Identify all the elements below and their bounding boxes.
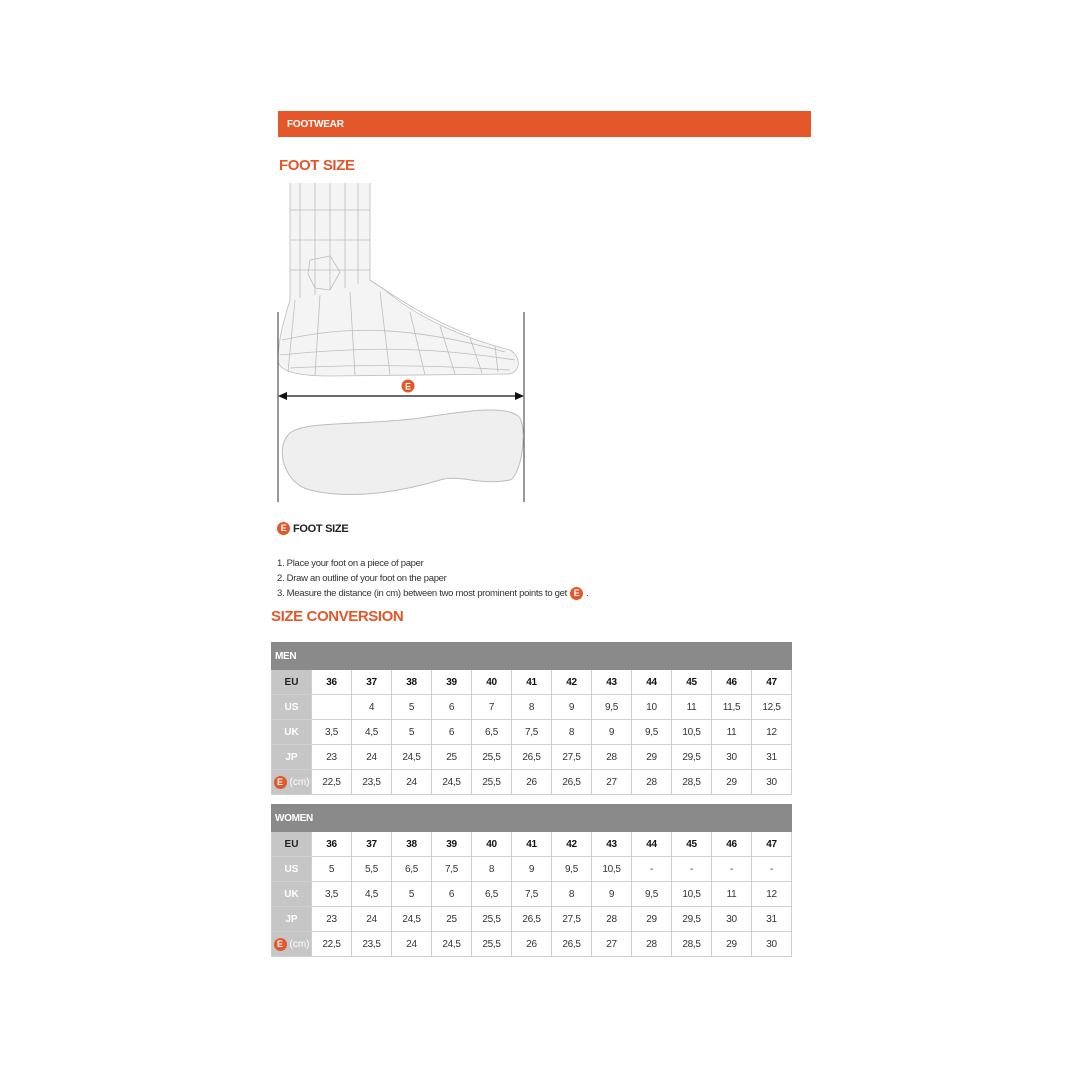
- size-cell: 26: [512, 932, 552, 957]
- size-cell: 27: [592, 932, 632, 957]
- size-cell: 38: [392, 832, 432, 857]
- size-cell: 47: [752, 832, 792, 857]
- size-cell: 25: [432, 745, 472, 770]
- men-table-body: [272, 670, 792, 795]
- size-cell: 22,5: [312, 932, 352, 957]
- size-row-us: [272, 857, 792, 882]
- size-cell: 29,5: [672, 907, 712, 932]
- size-cell: 23: [312, 907, 352, 932]
- size-cell: 29: [712, 932, 752, 957]
- size-cell: 3,5: [312, 720, 352, 745]
- size-row-us: [272, 695, 792, 720]
- size-row-uk: [272, 720, 792, 745]
- row-label: EU: [272, 832, 312, 857]
- size-cell: 27,5: [552, 745, 592, 770]
- size-cell: 25,5: [472, 907, 512, 932]
- size-cell: 39: [432, 670, 472, 695]
- measurement-instructions: [277, 556, 588, 601]
- size-cell: 24: [352, 907, 392, 932]
- size-cell: 42: [552, 670, 592, 695]
- size-cell: 9: [592, 882, 632, 907]
- size-cell: 8: [552, 720, 592, 745]
- size-cell: 40: [472, 670, 512, 695]
- size-cell: 27: [592, 770, 632, 795]
- size-cell: 5: [392, 695, 432, 720]
- instruction-step-1: 1. Place your foot on a piece of paper: [277, 558, 424, 569]
- size-cell: 42: [552, 832, 592, 857]
- size-cell: 28,5: [672, 770, 712, 795]
- size-cell: 9,5: [632, 720, 672, 745]
- size-cell: 36: [312, 670, 352, 695]
- size-cell: 36: [312, 832, 352, 857]
- size-row-eu: [272, 832, 792, 857]
- women-size-table: [271, 804, 792, 957]
- size-cell: 11: [712, 882, 752, 907]
- size-cell: 28,5: [672, 932, 712, 957]
- row-label: UK: [272, 720, 312, 745]
- size-cell: 9: [552, 695, 592, 720]
- size-cell: 25: [432, 907, 472, 932]
- size-cell: 7,5: [432, 857, 472, 882]
- size-cell: 31: [752, 745, 792, 770]
- foot-size-title: FOOT SIZE: [279, 157, 355, 174]
- size-cell: 6,5: [392, 857, 432, 882]
- size-cell: 8: [552, 882, 592, 907]
- size-cell: 10,5: [672, 720, 712, 745]
- banner-title: FOOTWEAR: [287, 118, 344, 130]
- foot-size-label-text: FOOT SIZE: [293, 522, 349, 535]
- size-cell: 12: [752, 882, 792, 907]
- row-label: E (cm): [272, 770, 312, 795]
- size-cell: 24,5: [432, 770, 472, 795]
- footprint-outline: [282, 410, 523, 495]
- size-cell: 29: [632, 907, 672, 932]
- e-marker-icon: E: [570, 587, 583, 600]
- size-cell: 29,5: [672, 745, 712, 770]
- size-cell: 11: [672, 695, 712, 720]
- size-cell: 12: [752, 720, 792, 745]
- size-cell: 44: [632, 832, 672, 857]
- size-cell: 5: [392, 720, 432, 745]
- men-size-table: [271, 642, 792, 795]
- size-conversion-title: SIZE CONVERSION: [271, 608, 404, 625]
- size-cell: 24: [392, 932, 432, 957]
- size-cell: 8: [472, 857, 512, 882]
- size-cell: 28: [632, 770, 672, 795]
- size-cell: 11: [712, 720, 752, 745]
- size-cell: 26: [512, 770, 552, 795]
- size-cell: 41: [512, 670, 552, 695]
- foot-wireframe-illustration: [278, 183, 518, 376]
- row-label: E (cm): [272, 932, 312, 957]
- row-label: JP: [272, 907, 312, 932]
- size-cell: 24,5: [392, 907, 432, 932]
- size-row-jp: [272, 907, 792, 932]
- size-cell: 27,5: [552, 907, 592, 932]
- e-marker-icon: E: [274, 938, 287, 951]
- size-cell: 9: [512, 857, 552, 882]
- size-cell: 10,5: [592, 857, 632, 882]
- size-cell: 30: [752, 770, 792, 795]
- size-cell: 6,5: [472, 720, 512, 745]
- size-cell: 30: [752, 932, 792, 957]
- size-cell: 24,5: [392, 745, 432, 770]
- size-cell: 25,5: [472, 932, 512, 957]
- foot-measurement-diagram: [270, 180, 535, 505]
- e-marker-letter: E: [404, 381, 412, 392]
- e-marker-icon: E: [274, 776, 287, 789]
- size-cell: 45: [672, 832, 712, 857]
- e-marker-icon: E: [277, 522, 290, 535]
- size-cell: 6: [432, 720, 472, 745]
- size-cell: 26,5: [512, 745, 552, 770]
- size-cell: 46: [712, 832, 752, 857]
- size-cell: 10,5: [672, 882, 712, 907]
- size-cell: 23,5: [352, 770, 392, 795]
- size-cell: 4,5: [352, 720, 392, 745]
- size-cell: 7,5: [512, 882, 552, 907]
- size-cell: 26,5: [552, 932, 592, 957]
- row-label: UK: [272, 882, 312, 907]
- size-cell: 23,5: [352, 932, 392, 957]
- size-cell: 24,5: [432, 932, 472, 957]
- size-cell: 43: [592, 670, 632, 695]
- size-cell: 26,5: [512, 907, 552, 932]
- size-cell: 3,5: [312, 882, 352, 907]
- size-cell: 41: [512, 832, 552, 857]
- size-cell: 6: [432, 882, 472, 907]
- size-cell: 28: [592, 907, 632, 932]
- measurement-arrow: [278, 392, 524, 400]
- size-cell: 5: [392, 882, 432, 907]
- size-cell: 5,5: [352, 857, 392, 882]
- women-table-heading: WOMEN: [272, 805, 792, 832]
- size-row-cm: [272, 770, 792, 795]
- size-cell: [312, 695, 352, 720]
- size-cell: 38: [392, 670, 432, 695]
- size-cell: 9,5: [552, 857, 592, 882]
- row-label: US: [272, 695, 312, 720]
- men-table-heading: MEN: [272, 643, 792, 670]
- size-cell: 22,5: [312, 770, 352, 795]
- size-cell: 29: [632, 745, 672, 770]
- size-cell: 30: [712, 745, 752, 770]
- size-cell: 24: [352, 745, 392, 770]
- size-cell: 30: [712, 907, 752, 932]
- size-cell: 31: [752, 907, 792, 932]
- size-cell: 43: [592, 832, 632, 857]
- size-row-jp: [272, 745, 792, 770]
- size-cell: 9: [592, 720, 632, 745]
- size-cell: 40: [472, 832, 512, 857]
- row-label: US: [272, 857, 312, 882]
- size-cell: 8: [512, 695, 552, 720]
- size-cell: 6,5: [472, 882, 512, 907]
- size-row-uk: [272, 882, 792, 907]
- size-cell: -: [752, 857, 792, 882]
- row-label: EU: [272, 670, 312, 695]
- size-cell: 26,5: [552, 770, 592, 795]
- size-cell: 7: [472, 695, 512, 720]
- size-cell: 4,5: [352, 882, 392, 907]
- size-cell: 7,5: [512, 720, 552, 745]
- instruction-step-3: 3. Measure the distance (in cm) between two most prominent points to get E .: [277, 588, 589, 599]
- size-cell: 47: [752, 670, 792, 695]
- size-cell: 25,5: [472, 770, 512, 795]
- size-cell: 28: [632, 932, 672, 957]
- size-cell: 4: [352, 695, 392, 720]
- size-cell: 9,5: [632, 882, 672, 907]
- size-cell: 6: [432, 695, 472, 720]
- size-cell: 25,5: [472, 745, 512, 770]
- size-cell: 9,5: [592, 695, 632, 720]
- size-cell: 28: [592, 745, 632, 770]
- size-row-eu: [272, 670, 792, 695]
- size-cell: 44: [632, 670, 672, 695]
- size-cell: 23: [312, 745, 352, 770]
- size-cell: 24: [392, 770, 432, 795]
- size-cell: 39: [432, 832, 472, 857]
- size-cell: 46: [712, 670, 752, 695]
- size-cell: 10: [632, 695, 672, 720]
- size-cell: -: [712, 857, 752, 882]
- women-table-body: [272, 832, 792, 957]
- size-cell: 12,5: [752, 695, 792, 720]
- size-cell: 37: [352, 670, 392, 695]
- size-cell: 45: [672, 670, 712, 695]
- size-cell: 29: [712, 770, 752, 795]
- size-cell: -: [632, 857, 672, 882]
- size-cell: 5: [312, 857, 352, 882]
- size-cell: -: [672, 857, 712, 882]
- row-label: JP: [272, 745, 312, 770]
- footwear-banner: [278, 111, 811, 137]
- size-cell: 11,5: [712, 695, 752, 720]
- size-cell: 37: [352, 832, 392, 857]
- size-row-cm: [272, 932, 792, 957]
- instruction-step-2: 2. Draw an outline of your foot on the paper: [277, 573, 447, 584]
- foot-size-label: [277, 522, 348, 535]
